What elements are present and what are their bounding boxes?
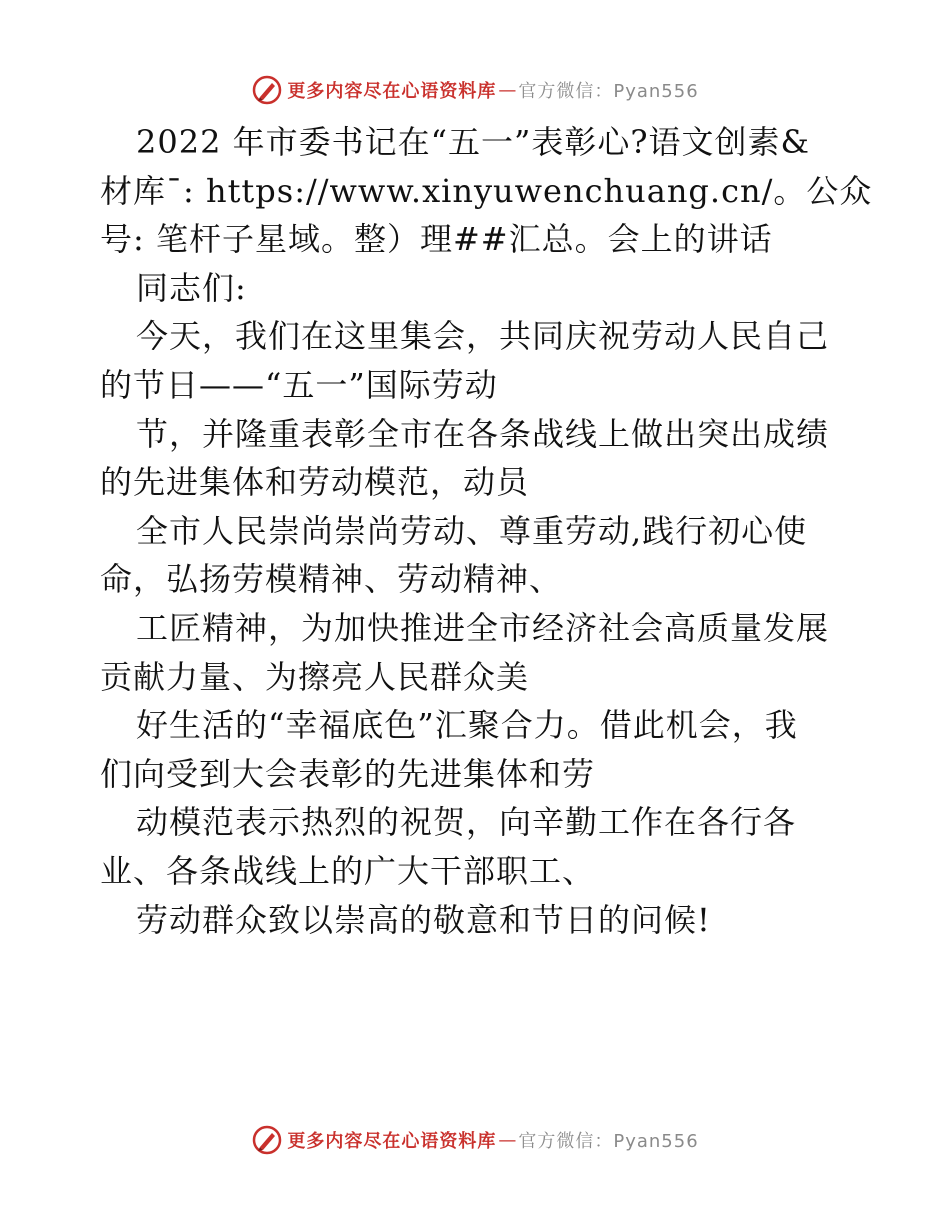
text-line: 工匠精神，为加快推进全市经济社会高质量发展 [136,608,830,647]
banner-wechat-text: 官方微信：Pyan556 [518,1131,699,1152]
text-line: 们向受到大会表彰的先进集体和劳 [100,754,596,793]
text-line: 动模范表示热烈的祝贺，向辛勤工作在各行各 [136,803,797,842]
header-banner [0,70,950,110]
text-line: 同志们: [136,268,247,307]
banner-dash: — [498,1129,517,1151]
footer-banner [0,1120,950,1160]
text-line: 节，并隆重表彰全市在各条战线上做出突出成绩 [136,414,830,453]
text-line: 今天，我们在这里集会，共同庆祝劳动人民自己 [136,317,830,356]
text-line: 好生活的“幸福底色”汇聚合力。借此机会，我 [136,706,798,745]
text-line: 劳动群众致以崇高的敬意和节日的问候! [136,900,711,939]
text-line: 2022 年市委书记在“五一”表彰心?语文创素& [136,123,810,161]
text-line: 材库¯: https://www.xinyuwenchuang.cn/。公众 [100,171,873,210]
pen-logo-icon [251,74,283,106]
banner-dash: — [498,79,517,101]
document-body [100,118,873,944]
banner-brand-text: 更多内容尽在心语资料库 [287,1131,497,1152]
text-line: 的节日——“五一”国际劳动 [100,365,498,404]
text-line: 号: 笔杆子星域。整）理##汇总。会上的讲话 [100,220,773,259]
text-line: 贡献力量、为擦亮人民群众美 [100,657,530,696]
banner-wechat-text: 官方微信：Pyan556 [518,81,699,102]
pen-logo-icon [251,1124,283,1156]
text-line: 全市人民崇尚崇尚劳动、尊重劳动,践行初心使 [136,511,808,550]
text-line: 业、各条战线上的广大干部职工、 [100,851,596,890]
banner-brand-text: 更多内容尽在心语资料库 [287,81,497,102]
text-line: 的先进集体和劳动模范，动员 [100,463,530,502]
text-line: 命，弘扬劳模精神、劳动精神、 [100,560,563,599]
